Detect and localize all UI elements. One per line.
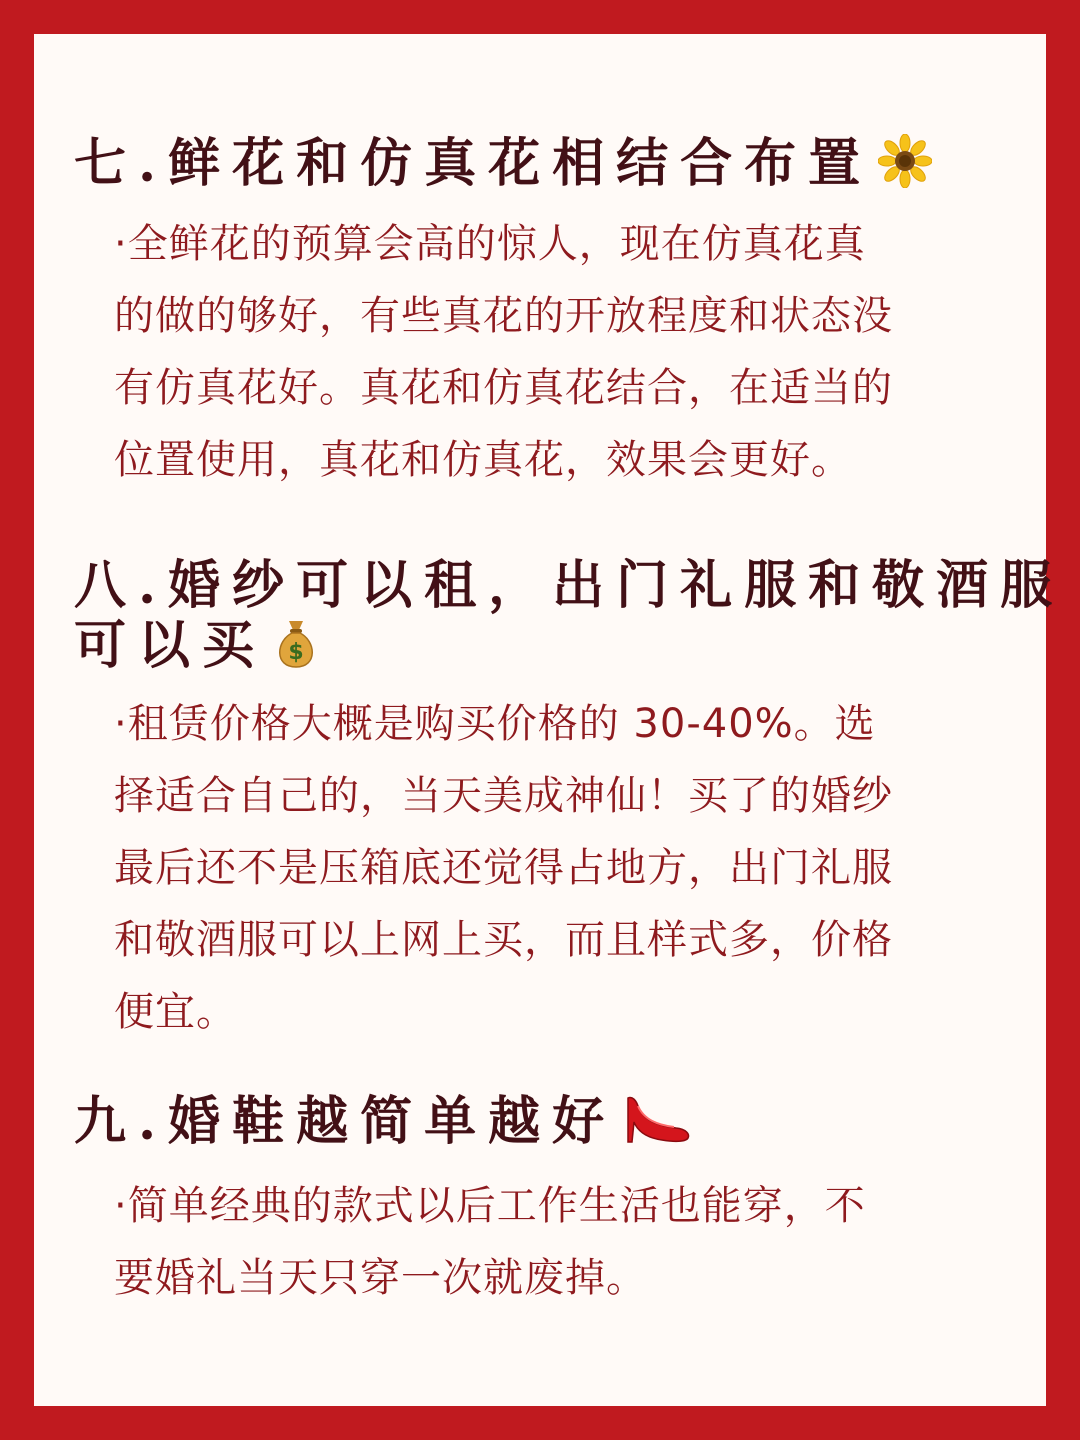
sunflower-icon	[878, 134, 932, 201]
section-paragraph-8-line-4: 和敬酒服可以上网上买，而且样式多，价格	[114, 917, 893, 963]
high-heel-icon	[622, 1092, 692, 1159]
section-paragraph-9-line-2: 要婚礼当天只穿一次就废掉。	[114, 1255, 647, 1301]
content-card	[34, 34, 1065, 1406]
section-paragraph-8-line-3: 最后还不是压箱底还觉得占地方，出门礼服	[114, 845, 893, 891]
money-bag-icon	[272, 617, 320, 682]
section-paragraph-7	[114, 208, 974, 496]
section-paragraph-7-line-1: ·全鲜花的预算会高的惊人，现在仿真花真	[114, 221, 866, 267]
section-heading-7-line-1: 七.鲜花和仿真花相结合布置	[74, 134, 932, 201]
section-paragraph-9-line-1: ·简单经典的款式以后工作生活也能穿，不	[114, 1183, 866, 1229]
section-paragraph-7-line-4: 位置使用，真花和仿真花，效果会更好。	[114, 437, 852, 483]
section-heading-8-line-2: 可以买 $	[74, 616, 1064, 682]
section-heading-9	[74, 1092, 692, 1159]
section-paragraph-8-line-1: ·租赁价格大概是购买价格的 30-40%。选	[114, 701, 876, 747]
section-heading-8-line-1: 八.婚纱可以租，出门礼服和敬酒服	[74, 555, 1065, 616]
section-paragraph-8-line-2: 择适合自己的，当天美成神仙！买了的婚纱	[114, 773, 893, 819]
section-paragraph-7-line-2: 的做的够好，有些真花的开放程度和状态没	[114, 293, 893, 339]
section-paragraph-8	[114, 688, 974, 1048]
section-paragraph-7-line-3: 有仿真花好。真花和仿真花结合，在适当的	[114, 365, 893, 411]
section-heading-7	[74, 134, 932, 201]
section-heading-9-line-1: 九.婚鞋越简单越好	[74, 1092, 692, 1159]
svg-text:$: $	[288, 640, 304, 665]
section-paragraph-9	[114, 1170, 974, 1314]
section-heading-8	[74, 556, 1064, 682]
section-paragraph-8-line-5: 便宜。	[114, 989, 237, 1035]
